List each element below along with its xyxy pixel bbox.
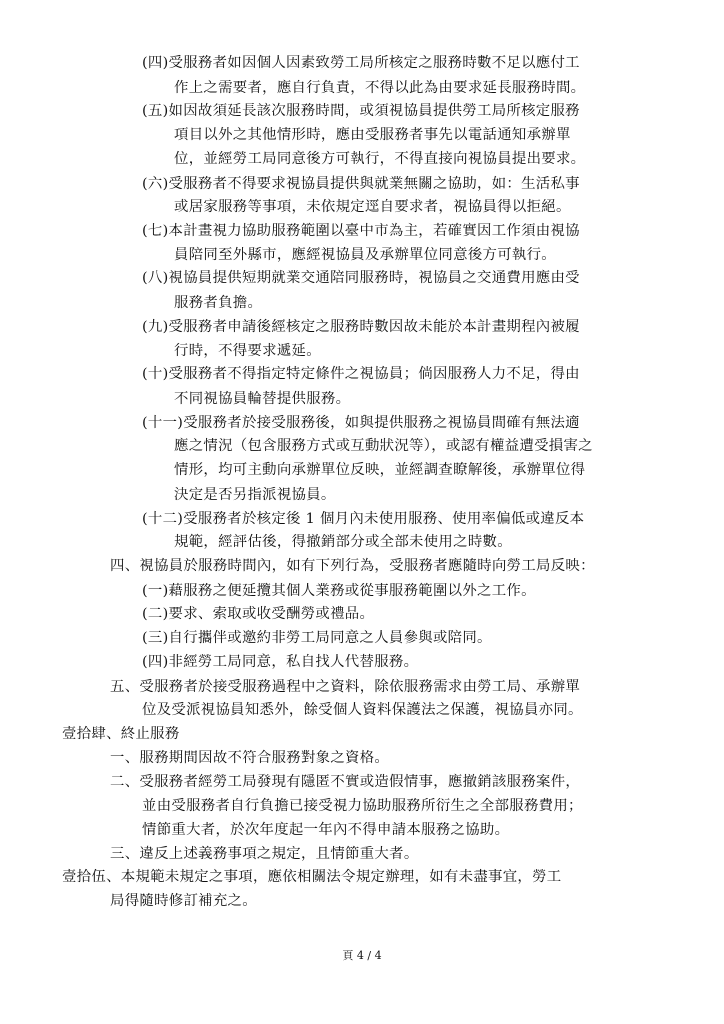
paragraph-line: 規範，經評估後，得撤銷部分或全部未使用之時數。 xyxy=(174,534,512,551)
paragraph-line: 不同視協員輪替提供服務。 xyxy=(174,391,351,407)
paragraph-line: 位及受派視協員知悉外，餘受個人資料保護法之保護，視協員亦同。 xyxy=(142,702,583,719)
paragraph-line: (二)要求、索取或收受酬勞或禮品。 xyxy=(142,606,375,623)
paragraph-line: 五、受服務者於接受服務過程中之資料，除依服務需求由勞工局、承辦單 xyxy=(110,678,581,695)
paragraph-line: 一、服務期間因故不符合服務對象之資格。 xyxy=(110,749,390,766)
paragraph-line: 或居家服務等事項，未依規定逕自要求者，視協員得以拒絕。 xyxy=(174,199,571,216)
paragraph-line: (三)自行攜伴或邀約非勞工局同意之人員參與或陪同。 xyxy=(142,630,492,647)
paragraph-line: (五)如因故須延長該次服務時間，或須視協員提供勞工局所核定服務 xyxy=(142,103,580,120)
paragraph-line: 位，並經勞工局同意後方可執行，不得直接向視協員提出要求。 xyxy=(174,150,586,167)
paragraph-line: 三、違反上述義務事項之規定，且情節重大者。 xyxy=(110,845,419,862)
paragraph-line: 二、受服務者經勞工局發現有隱匿不實或造假情事，應撤銷該服務案件， xyxy=(110,774,581,791)
paragraph-line: (六)受服務者不得要求視協員提供與就業無關之協助，如：生活私事 xyxy=(142,175,580,192)
paragraph-line: (八)視協員提供短期就業交通陪同服務時，視協員之交通費用應由受 xyxy=(142,270,580,287)
paragraph-line: (十)受服務者不得指定特定條件之視協員；倘因服務人力不足，得由 xyxy=(142,366,580,383)
section-heading: 壹拾伍、本規範未規定之事項，應依相關法令規定辦理，如有未盡事宜，勞工 xyxy=(62,869,562,886)
paragraph-line: 情節重大者，於次年度起一年內不得申請本服務之協助。 xyxy=(142,821,510,838)
paragraph-line: 局得隨時修訂補充之。 xyxy=(110,893,257,909)
paragraph-line: (四)非經勞工局同意，私自找人代替服務。 xyxy=(142,653,419,670)
paragraph-line: (七)本計畫視力協助服務範圍以臺中市為主，若確實因工作須由視協 xyxy=(142,223,580,239)
page-number: 頁 4 / 4 xyxy=(342,949,382,962)
section-heading: 壹拾肆、終止服務 xyxy=(62,726,180,742)
paragraph-line: (一)藉服務之便延攬其個人業務或從事服務範圍以外之工作。 xyxy=(142,582,536,599)
paragraph-line: 作上之需要者，應自行負責，不得以此為由要求延長服務時間。 xyxy=(174,79,586,96)
paragraph-line: 項目以外之其他情形時，應由受服務者事先以電話通知承辦單 xyxy=(174,127,571,144)
paragraph-line: 員陪同至外縣市，應經視協員及承辦單位同意後方可執行。 xyxy=(174,246,556,263)
paragraph-line: 應之情況（包含服務方式或互動狀況等），或認有權益遭受損害之 xyxy=(174,438,593,455)
paragraph-line: 決定是否另指派視協員。 xyxy=(174,486,336,503)
paragraph-line: 四、視協員於服務時間內，如有下列行為，受服務者應隨時向勞工局反映： xyxy=(110,558,595,574)
paragraph-line: 情形，均可主動向承辦單位反映，並經調查瞭解後，承辦單位得 xyxy=(174,462,586,479)
paragraph-line: 並由受服務者自行負擔已接受視力協助服務所衍生之全部服務費用； xyxy=(142,798,583,815)
paragraph-line: (十一)受服務者於接受服務後，如與提供服務之視協員間確有無法適 xyxy=(142,414,580,431)
paragraph-line: 服務者負擔。 xyxy=(174,295,263,312)
paragraph-line: (十二)受服務者於核定後 1 個月內未使用服務、使用率偏低或違反本 xyxy=(142,510,585,527)
paragraph-line: (四)受服務者如因個人因素致勞工局所核定之服務時數不足以應付工 xyxy=(142,55,580,71)
paragraph-line: 行時，不得要求遞延。 xyxy=(174,342,321,359)
paragraph-line: (九)受服務者申請後經核定之服務時數因故未能於本計畫期程內被履 xyxy=(142,318,580,335)
